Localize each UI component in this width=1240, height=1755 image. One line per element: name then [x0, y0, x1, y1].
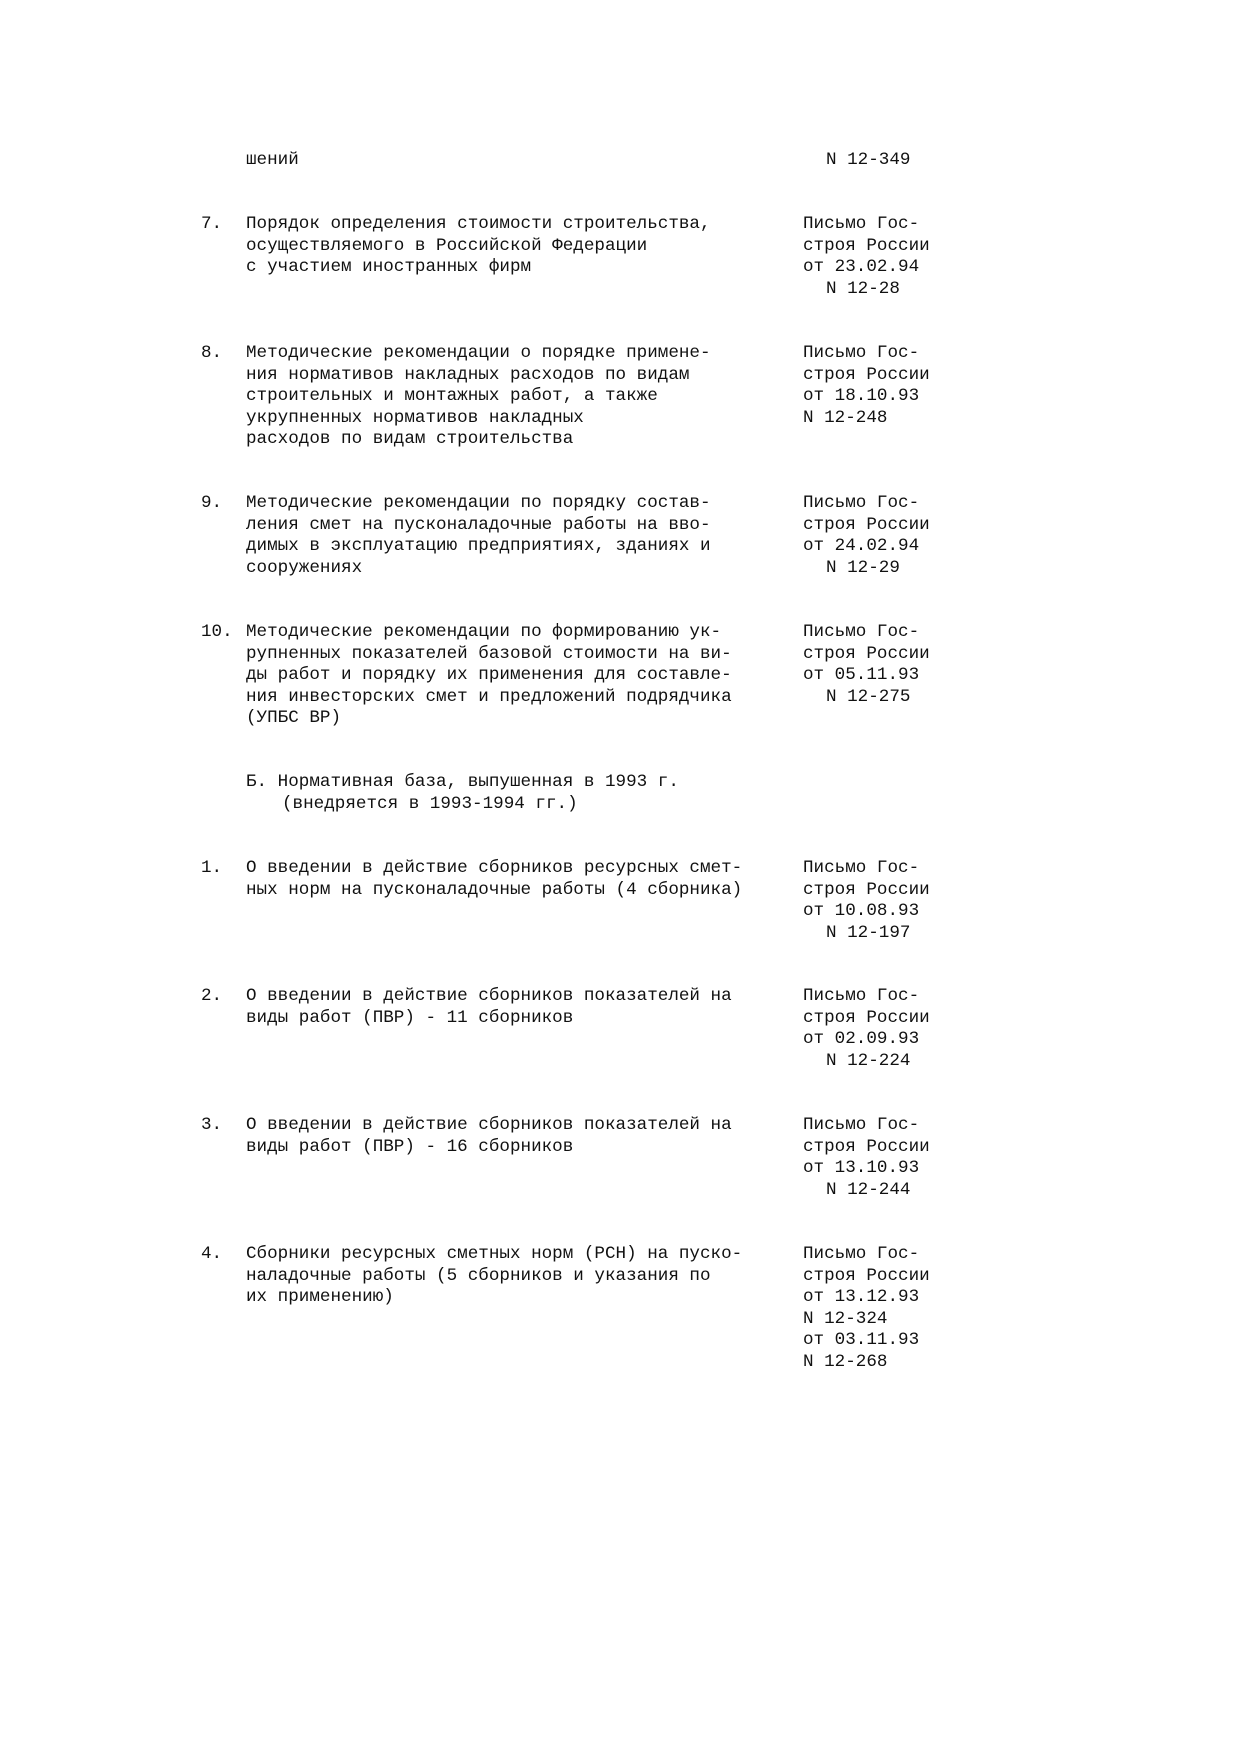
- item-ref-line: от 13.12.93: [803, 1287, 920, 1307]
- item-ref-line: строя России: [803, 879, 930, 900]
- item-desc-line: ных норм на пусконаладочные работы (4 сборника): [246, 879, 743, 900]
- item-number: 8.: [201, 343, 223, 363]
- item-desc-line: рупненных показателей базовой стоимости на ви-: [246, 643, 732, 664]
- item-desc-line: О введении в действие сборников показателей на: [246, 1115, 732, 1135]
- item-ref-line: строя России: [803, 1007, 930, 1028]
- item-ref-line: Письмо Гос-: [803, 493, 920, 513]
- item-ref-line: N 12-248: [803, 407, 888, 428]
- item-desc-line: ления смет на пусконаладочные работы на вво-: [246, 514, 711, 535]
- item-ref-line: строя России: [803, 643, 930, 664]
- item-ref-line: N 12-268: [803, 1351, 888, 1372]
- item-ref-line: от 03.11.93: [803, 1330, 920, 1350]
- item-desc-line: расходов по видам строительства: [246, 429, 574, 449]
- item-desc-line: ния нормативов накладных расходов по видам: [246, 364, 690, 385]
- item-ref-line: N 12-244: [826, 1179, 911, 1200]
- item-desc-line: Методические рекомендации по формированию ук-: [246, 622, 722, 642]
- item-ref-line: от 23.02.94: [803, 257, 920, 277]
- item-desc-line: виды работ (ПВР) - 11 сборников: [246, 1007, 574, 1028]
- item-ref-line: от 05.11.93: [803, 665, 920, 685]
- section-subtitle: (внедряется в 1993-1994 гг.): [282, 793, 578, 814]
- item-number: 10.: [201, 622, 233, 642]
- item-ref-line: строя России: [803, 1136, 930, 1157]
- item-number: 7.: [201, 214, 223, 234]
- item-ref-line: Письмо Гос-: [803, 1244, 920, 1264]
- item-ref-line: от 10.08.93: [803, 901, 920, 921]
- item-desc-line: строительных и монтажных работ, а также: [246, 386, 658, 406]
- item-ref-line: строя России: [803, 1265, 930, 1286]
- item-ref-line: N 12-324: [803, 1308, 888, 1329]
- item-ref-line: строя России: [803, 235, 930, 256]
- item-ref-line: N 12-197: [826, 922, 911, 943]
- item-ref-line: строя России: [803, 364, 930, 385]
- item-number: 4.: [201, 1244, 223, 1264]
- item-desc-line: Сборники ресурсных сметных норм (РСН) на пуско-: [246, 1244, 743, 1264]
- item-ref-line: Письмо Гос-: [803, 343, 920, 363]
- item-desc-line: укрупненных нормативов накладных: [246, 407, 584, 428]
- item-ref-line: Письмо Гос-: [803, 622, 920, 642]
- item-ref-line: строя России: [803, 514, 930, 535]
- item-desc-line: О введении в действие сборников ресурсных смет-: [246, 858, 743, 878]
- item-ref-line: Письмо Гос-: [803, 214, 920, 234]
- item-ref-line: от 02.09.93: [803, 1029, 920, 1049]
- item-number: 2.: [201, 986, 223, 1006]
- item-desc-line: Методические рекомендации по порядку состав-: [246, 493, 711, 513]
- item-desc-line: (УПБС ВР): [246, 708, 342, 728]
- item-ref-line: от 13.10.93: [803, 1158, 920, 1178]
- item-ref-line: от 18.10.93: [803, 386, 920, 406]
- item-ref-line: N 12-28: [826, 278, 900, 299]
- item-desc-line: виды работ (ПВР) - 16 сборников: [246, 1136, 574, 1157]
- item-number: 3.: [201, 1115, 223, 1135]
- fragment-ref: N 12-349: [826, 150, 911, 170]
- item-ref-line: N 12-224: [826, 1050, 911, 1071]
- item-ref-line: от 24.02.94: [803, 536, 920, 556]
- fragment-desc: шений: [246, 150, 299, 170]
- item-desc-line: осуществляемого в Российской Федерации: [246, 235, 648, 256]
- item-number: 9.: [201, 493, 223, 513]
- item-ref-line: N 12-29: [826, 557, 900, 578]
- item-desc-line: сооружениях: [246, 557, 363, 578]
- section-title: Б. Нормативная база, выпушенная в 1993 г.: [246, 772, 679, 792]
- item-desc-line: наладочные работы (5 сборников и указания по: [246, 1265, 711, 1286]
- item-desc-line: ния инвесторских смет и предложений подрядчика: [246, 686, 732, 707]
- item-ref-line: Письмо Гос-: [803, 858, 920, 878]
- item-desc-line: с участием иностранных фирм: [246, 257, 532, 277]
- item-desc-line: их применению): [246, 1287, 394, 1307]
- item-number: 1.: [201, 858, 223, 878]
- item-desc-line: Порядок определения стоимости строительства,: [246, 214, 711, 234]
- item-ref-line: N 12-275: [826, 686, 911, 707]
- item-ref-line: Письмо Гос-: [803, 986, 920, 1006]
- item-desc-line: ды работ и порядку их применения для составле-: [246, 665, 732, 685]
- item-desc-line: Методические рекомендации о порядке примене-: [246, 343, 711, 363]
- item-desc-line: димых в эксплуатацию предприятиях, зданиях и: [246, 536, 711, 556]
- item-ref-line: Письмо Гос-: [803, 1115, 920, 1135]
- item-desc-line: О введении в действие сборников показателей на: [246, 986, 732, 1006]
